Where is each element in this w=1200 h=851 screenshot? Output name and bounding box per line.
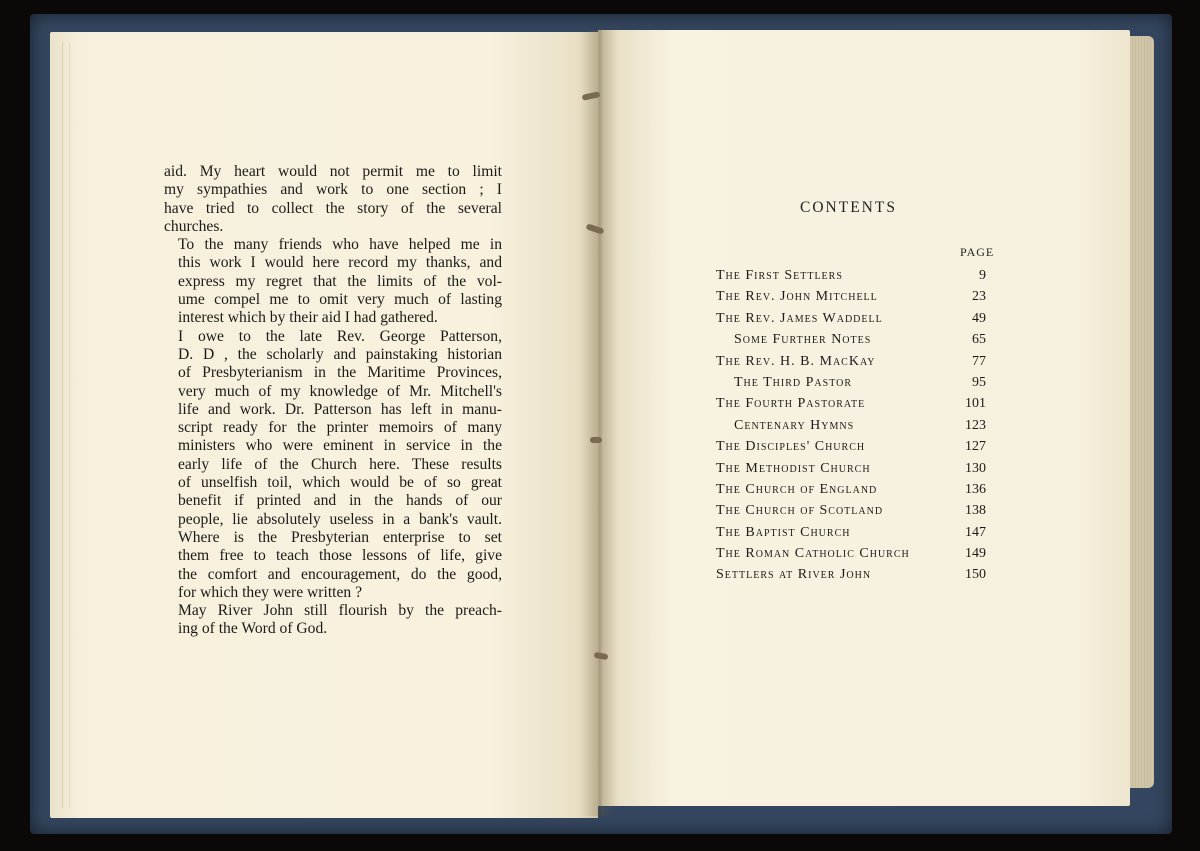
text-line: them free to teach those lessons of life, give (178, 547, 502, 565)
text-line: script ready for the printer memoirs of many (178, 419, 502, 437)
toc-entry (716, 286, 1000, 307)
text-line: ministers who were eminent in service in the (178, 437, 502, 455)
toc-entry-title: The Fourth Pastorate (716, 396, 866, 412)
text-line: May River John still flourish by the preach- (178, 602, 502, 620)
text-line: ume compel me to omit very much of lasting (178, 291, 502, 309)
left-page-text (164, 163, 502, 639)
text-line: very much of my knowledge of Mr. Mitchell's (178, 382, 502, 400)
toc-entry-title: The Rev. John Mitchell (716, 289, 878, 305)
paragraph (164, 236, 502, 327)
book-gutter (582, 30, 616, 816)
toc-entry-page: 147 (965, 524, 986, 540)
toc-entry-title: The Rev. H. B. MacKay (716, 353, 876, 369)
toc-entry-title: Settlers at River John (716, 567, 872, 583)
toc-entry-page: 138 (965, 503, 986, 519)
toc-entry-title: Centenary Hymns (734, 417, 855, 433)
toc-entry (716, 458, 1000, 479)
toc-entry-title: The Baptist Church (716, 524, 851, 540)
text-line: have tried to collect the story of the several (164, 199, 502, 217)
toc-entry-page: 49 (972, 310, 986, 326)
toc-entry-title: The Third Pastor (734, 374, 853, 390)
page-column-label: PAGE (960, 245, 995, 259)
toc-entry-title: Some Further Notes (734, 332, 872, 348)
text-line: churches. (164, 217, 224, 235)
toc-entry-title: The Church of England (716, 481, 878, 497)
text-line: people, lie absolutely useless in a bank's vault. (178, 510, 502, 528)
paragraph (164, 328, 502, 602)
text-line: ing of the Word of God. (178, 620, 328, 638)
toc-entry (716, 564, 1000, 585)
left-page-fold (62, 42, 70, 808)
toc-entry (716, 436, 1000, 457)
toc-entry-page: 136 (965, 481, 986, 497)
toc-entry-page: 149 (965, 546, 986, 562)
toc-entry-title: The Roman Catholic Church (716, 546, 910, 562)
toc-entry (716, 522, 1000, 543)
text-line: express my regret that the limits of the vol- (178, 272, 502, 290)
toc-entry-page: 123 (965, 417, 986, 433)
text-line: for which they were written ? (178, 583, 363, 601)
toc-entry (716, 393, 1000, 414)
toc-entry-title: The Church of Scotland (716, 503, 884, 519)
text-line: I owe to the late Rev. George Patterson, (178, 327, 502, 345)
text-line: life and work. Dr. Patterson has left in manu- (178, 400, 502, 418)
paragraph (164, 602, 502, 639)
toc-entry-page: 9 (979, 268, 986, 283)
toc-entry (716, 308, 1000, 329)
toc-entry (716, 500, 1000, 521)
toc-entry-page: 23 (972, 289, 986, 305)
toc-entry (716, 329, 1000, 350)
text-line: the comfort and encouragement, do the good, (178, 565, 502, 583)
toc-entry (716, 415, 1000, 436)
text-line: Where is the Presbyterian enterprise to set (178, 528, 502, 546)
toc-entry-title: The Rev. James Waddell (716, 310, 883, 326)
text-line: interest which by their aid I had gathered. (178, 309, 438, 327)
text-line: early life of the Church here. These results (178, 455, 502, 473)
text-line: To the many friends who have helped me in (178, 236, 502, 254)
page-edges (1128, 36, 1154, 788)
toc-entry-page: 150 (965, 567, 986, 583)
toc-entry-page: 130 (965, 460, 986, 476)
toc-entry-page: 95 (972, 374, 986, 390)
toc-entry-page: 65 (972, 332, 986, 348)
text-line: aid. My heart would not permit me to limit (164, 163, 502, 180)
text-line: of Presbyterianism in the Maritime Provinces, (178, 364, 502, 382)
toc-entry (716, 372, 1000, 393)
toc-entry (716, 543, 1000, 564)
text-line: D. D , the scholarly and painstaking historian (178, 345, 502, 363)
text-line: benefit if printed and in the hands of our (178, 492, 502, 510)
paragraph (164, 163, 502, 236)
toc-entry-title: The First Settlers (716, 268, 843, 283)
toc-entry-title: The Disciples' Church (716, 439, 866, 455)
text-line: this work I would here record my thanks, and (178, 254, 502, 272)
contents-heading: CONTENTS (800, 199, 897, 216)
text-line: my sympathies and work to one section ; I (164, 181, 502, 199)
toc-entry-page: 101 (965, 396, 986, 412)
toc-entry-title: The Methodist Church (716, 460, 871, 476)
toc-entry-page: 127 (965, 439, 986, 455)
binding-stitch (590, 437, 602, 443)
text-line: of unselfish toil, which would be of so great (178, 474, 502, 492)
toc-entry (716, 479, 1000, 500)
toc-entry (716, 265, 1000, 286)
toc-entry-page: 77 (972, 353, 986, 369)
table-of-contents (716, 265, 1000, 586)
toc-entry (716, 351, 1000, 372)
